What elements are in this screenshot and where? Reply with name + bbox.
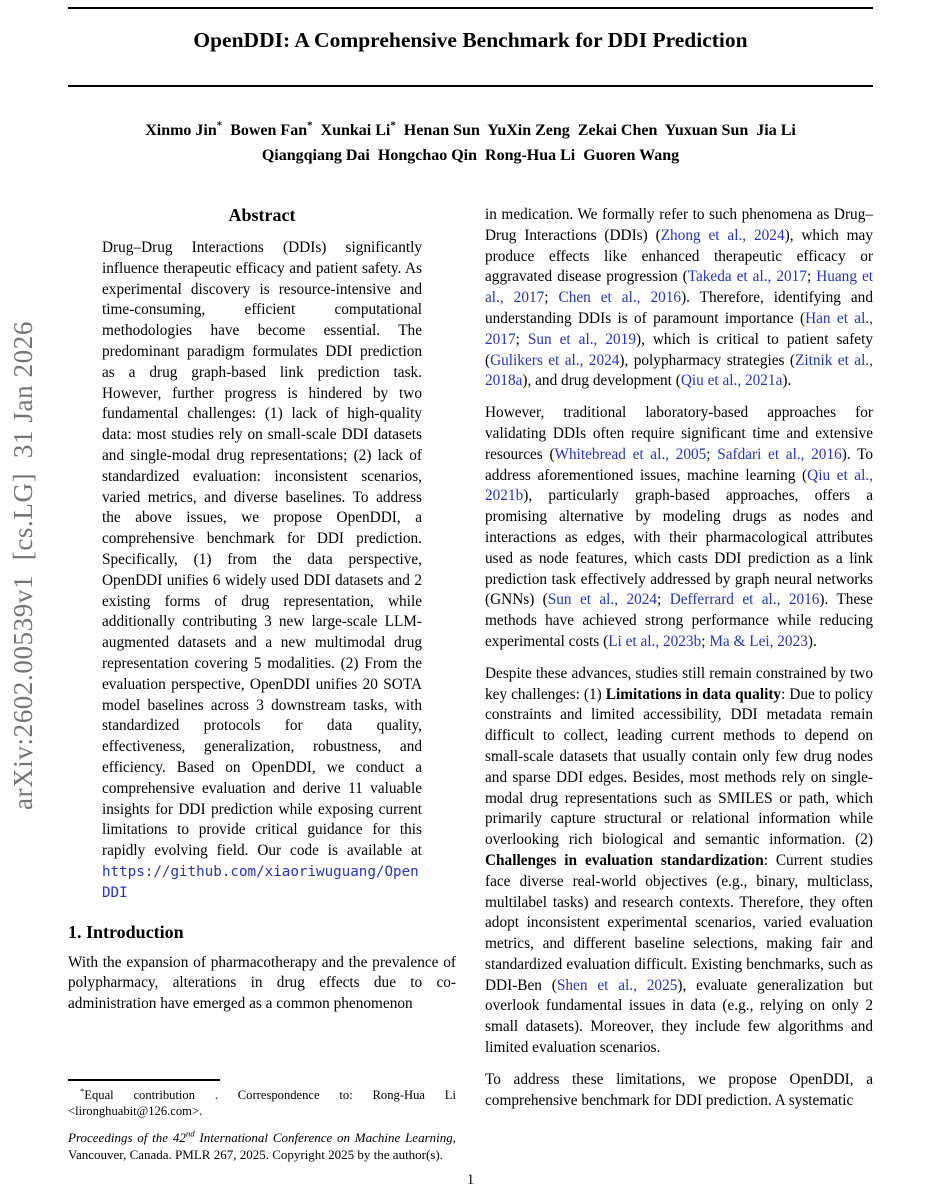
citation-link[interactable]: Sun et al., 2024 [547, 591, 658, 609]
left-column [68, 205, 456, 1163]
abstract-section [68, 205, 456, 904]
citation-link[interactable]: Shen et al., 2025 [556, 976, 678, 994]
citation-link[interactable]: Chen et al., 2016 [558, 289, 682, 307]
citation-link[interactable]: Huang et al., 2017 [485, 268, 873, 307]
authors-line-1: Xinmo Jin* Bowen Fan* Xunkai Li* Henan Sun YuXin Zeng Zekai Chen Yuxuan Sun Jia Li [145, 119, 796, 139]
citation-link[interactable]: Li et al., 2023b [608, 632, 702, 650]
authors-line-2: Qiangqiang Dai Hongchao Qin Rong-Hua Li Guoren Wang [261, 147, 680, 164]
two-column-body [68, 205, 873, 1163]
citation-link[interactable]: Ma & Lei, 2023 [709, 632, 808, 650]
citation-link[interactable]: Whitebread et al., 2005 [554, 445, 707, 463]
abstract-body: Drug–Drug Interactions (DDIs) significantly influence therapeutic efficacy and patient safety. As experimental discovery is resource-intensive and time-consuming, efficient computational methodologies have become essential. The predominant paradigm formulates DDI prediction as a drug graph-based link prediction task. However, further progress is hindered by two fundamental challenges: (1) lack of high-quality data: most studies rely on small-scale DDI datasets and single-modal drug representations; (2) lack of standardized evaluation: inconsistent scenarios, varied metrics, and diverse baselines. To address the above issues, we propose OpenDDI, a comprehensive benchmark for DDI prediction. Specifically, (1) from the data perspective, OpenDDI unifies 6 widely used DDI datasets and 2 existing forms of drug representation, while additionally contributing 3 new large-scale LLM-augmented datasets and a new multimodal drug representation covering 5 modalities. (2) From the evaluation perspective, OpenDDI unifies 20 SOTA model baselines across 3 downstream tasks, with standardized protocols for data quality, effectiveness, generalization, robustness, and efficiency. Based on OpenDDI, we conduct a comprehensive evaluation and derive 11 valuable insights for DDI prediction while exposing current limitations to provide critical guidance for this rapidly evolving field. Our code is available at https://github.com/xiaoriwuguang/OpenDDI [102, 239, 422, 901]
citation-link[interactable]: Sun et al., 2019 [527, 330, 636, 348]
citation-link[interactable]: Qiu et al., 2021a [680, 372, 783, 390]
citation-link[interactable]: Qiu et al., 2021b [485, 466, 873, 505]
citation-link[interactable]: https://github.com/xiaoriwuguang/OpenDDI [102, 863, 419, 901]
arxiv-id-text: arXiv:2602.00539v1 [cs.LG] 31 Jan 2026 [7, 320, 38, 810]
equal-contribution-footnote: *Equal contribution . Correspondence to: Rong-Hua Li <lironghuabit@126.com>. [68, 1085, 456, 1118]
citation-link[interactable]: Gulikers et al., 2024 [490, 351, 620, 369]
right-column [485, 205, 873, 1163]
title-rule-top [68, 7, 873, 9]
citation-link[interactable]: Takeda et al., 2017 [687, 268, 807, 286]
title-rule-bottom [68, 85, 873, 87]
arxiv-watermark [0, 220, 46, 910]
body-paragraph-1: in medication. We formally refer to such phenomena as Drug–Drug Interactions (DDIs) (Zhong et al., 2024), which may produce effects like enhanced therapeutic efficacy or aggravated disease progression (Takeda et al., 2017; Huang et al., 2017; Chen et al., 2016). Therefore, identifying and understanding DDIs is of paramount importance (Han et al., 2017; Sun et al., 2019), which is critical to patient safety (Gulikers et al., 2024), polypharmacy strategies (Zitnik et al., 2018a), and drug development (Qiu et al., 2021a). [485, 206, 873, 390]
abstract-heading: Abstract [228, 205, 296, 225]
citation-link[interactable]: Safdari et al., 2016 [717, 445, 842, 463]
body-paragraph-4: To address these limitations, we propose OpenDDI, a comprehensive benchmark for DDI prediction. A systematic [485, 1070, 873, 1109]
citation-link[interactable]: Zitnik et al., 2018a [485, 351, 873, 390]
left-column-footer [68, 1079, 456, 1163]
proceedings-copyright-note: Proceedings of the 42nd International Conference on Machine Learning, Vancouver, Canada. PMLR 267, 2025. Copyright 2025 by the author(s). [68, 1128, 456, 1162]
citation-link[interactable]: Zhong et al., 2024 [660, 226, 785, 244]
section-heading-introduction: 1. Introduction [68, 921, 184, 942]
paper-title: OpenDDI: A Comprehensive Benchmark for DDI Prediction [193, 28, 748, 52]
author-list [68, 118, 873, 168]
citation-link[interactable]: Han et al., 2017 [485, 309, 873, 348]
page-number: 1 [466, 1172, 475, 1188]
body-paragraph-2: However, traditional laboratory-based approaches for validating DDIs often require significant time and extensive resources (Whitebread et al., 2005; Safdari et al., 2016). To address aforementioned issues, machine learning (Qiu et al., 2021b), particularly graph-based approaches, offers a promising alternative by modeling drugs as nodes and interactions as edges, with their pharmacological attributes used as node features, which casts DDI prediction as a link prediction task effectively addressed by graph neural networks (GNNs) (Sun et al., 2024; Defferrard et al., 2016). These methods have achieved strong performance while reducing experimental costs (Li et al., 2023b; Ma & Lei, 2023). [485, 404, 873, 650]
citation-link[interactable]: Defferrard et al., 2016 [669, 591, 820, 609]
body-paragraph-3: Despite these advances, studies still remain constrained by two key challenges: (1) Limitations in data quality: Due to policy constraints and limited accessibility, DDI metadata remain difficult to collect, leading current methods to depend on small-scale datasets that usually contain only few drug nodes and sparse DDI edges. Besides, most methods rely on single-modal drug representations such as SMILES or path, which primarily capture structural or relational information while overlooking rich biological and semantic information. (2) Challenges in evaluation standardization: Current studies face diverse real-world objectives (e.g., binary, multiclass, multilabel tasks) and research contexts. Therefore, they often adopt inconsistent experimental scenarios, varied evaluation metrics, and different baseline selections, making fair and standardized evaluation difficult. Existing benchmarks, such as DDI-Ben (Shen et al., 2025), evaluate generalization but overlook fundamental issues in data (e.g., relying on only 2 small datasets). Moreover, they include few algorithms and limited evaluation scenarios. [485, 664, 874, 1057]
introduction-paragraph: With the expansion of pharmacotherapy and the prevalence of polypharmacy, alterations in drug effects due to co-administration have emerged as a common phenomenon [68, 953, 456, 1013]
footnote-rule [68, 1079, 220, 1080]
